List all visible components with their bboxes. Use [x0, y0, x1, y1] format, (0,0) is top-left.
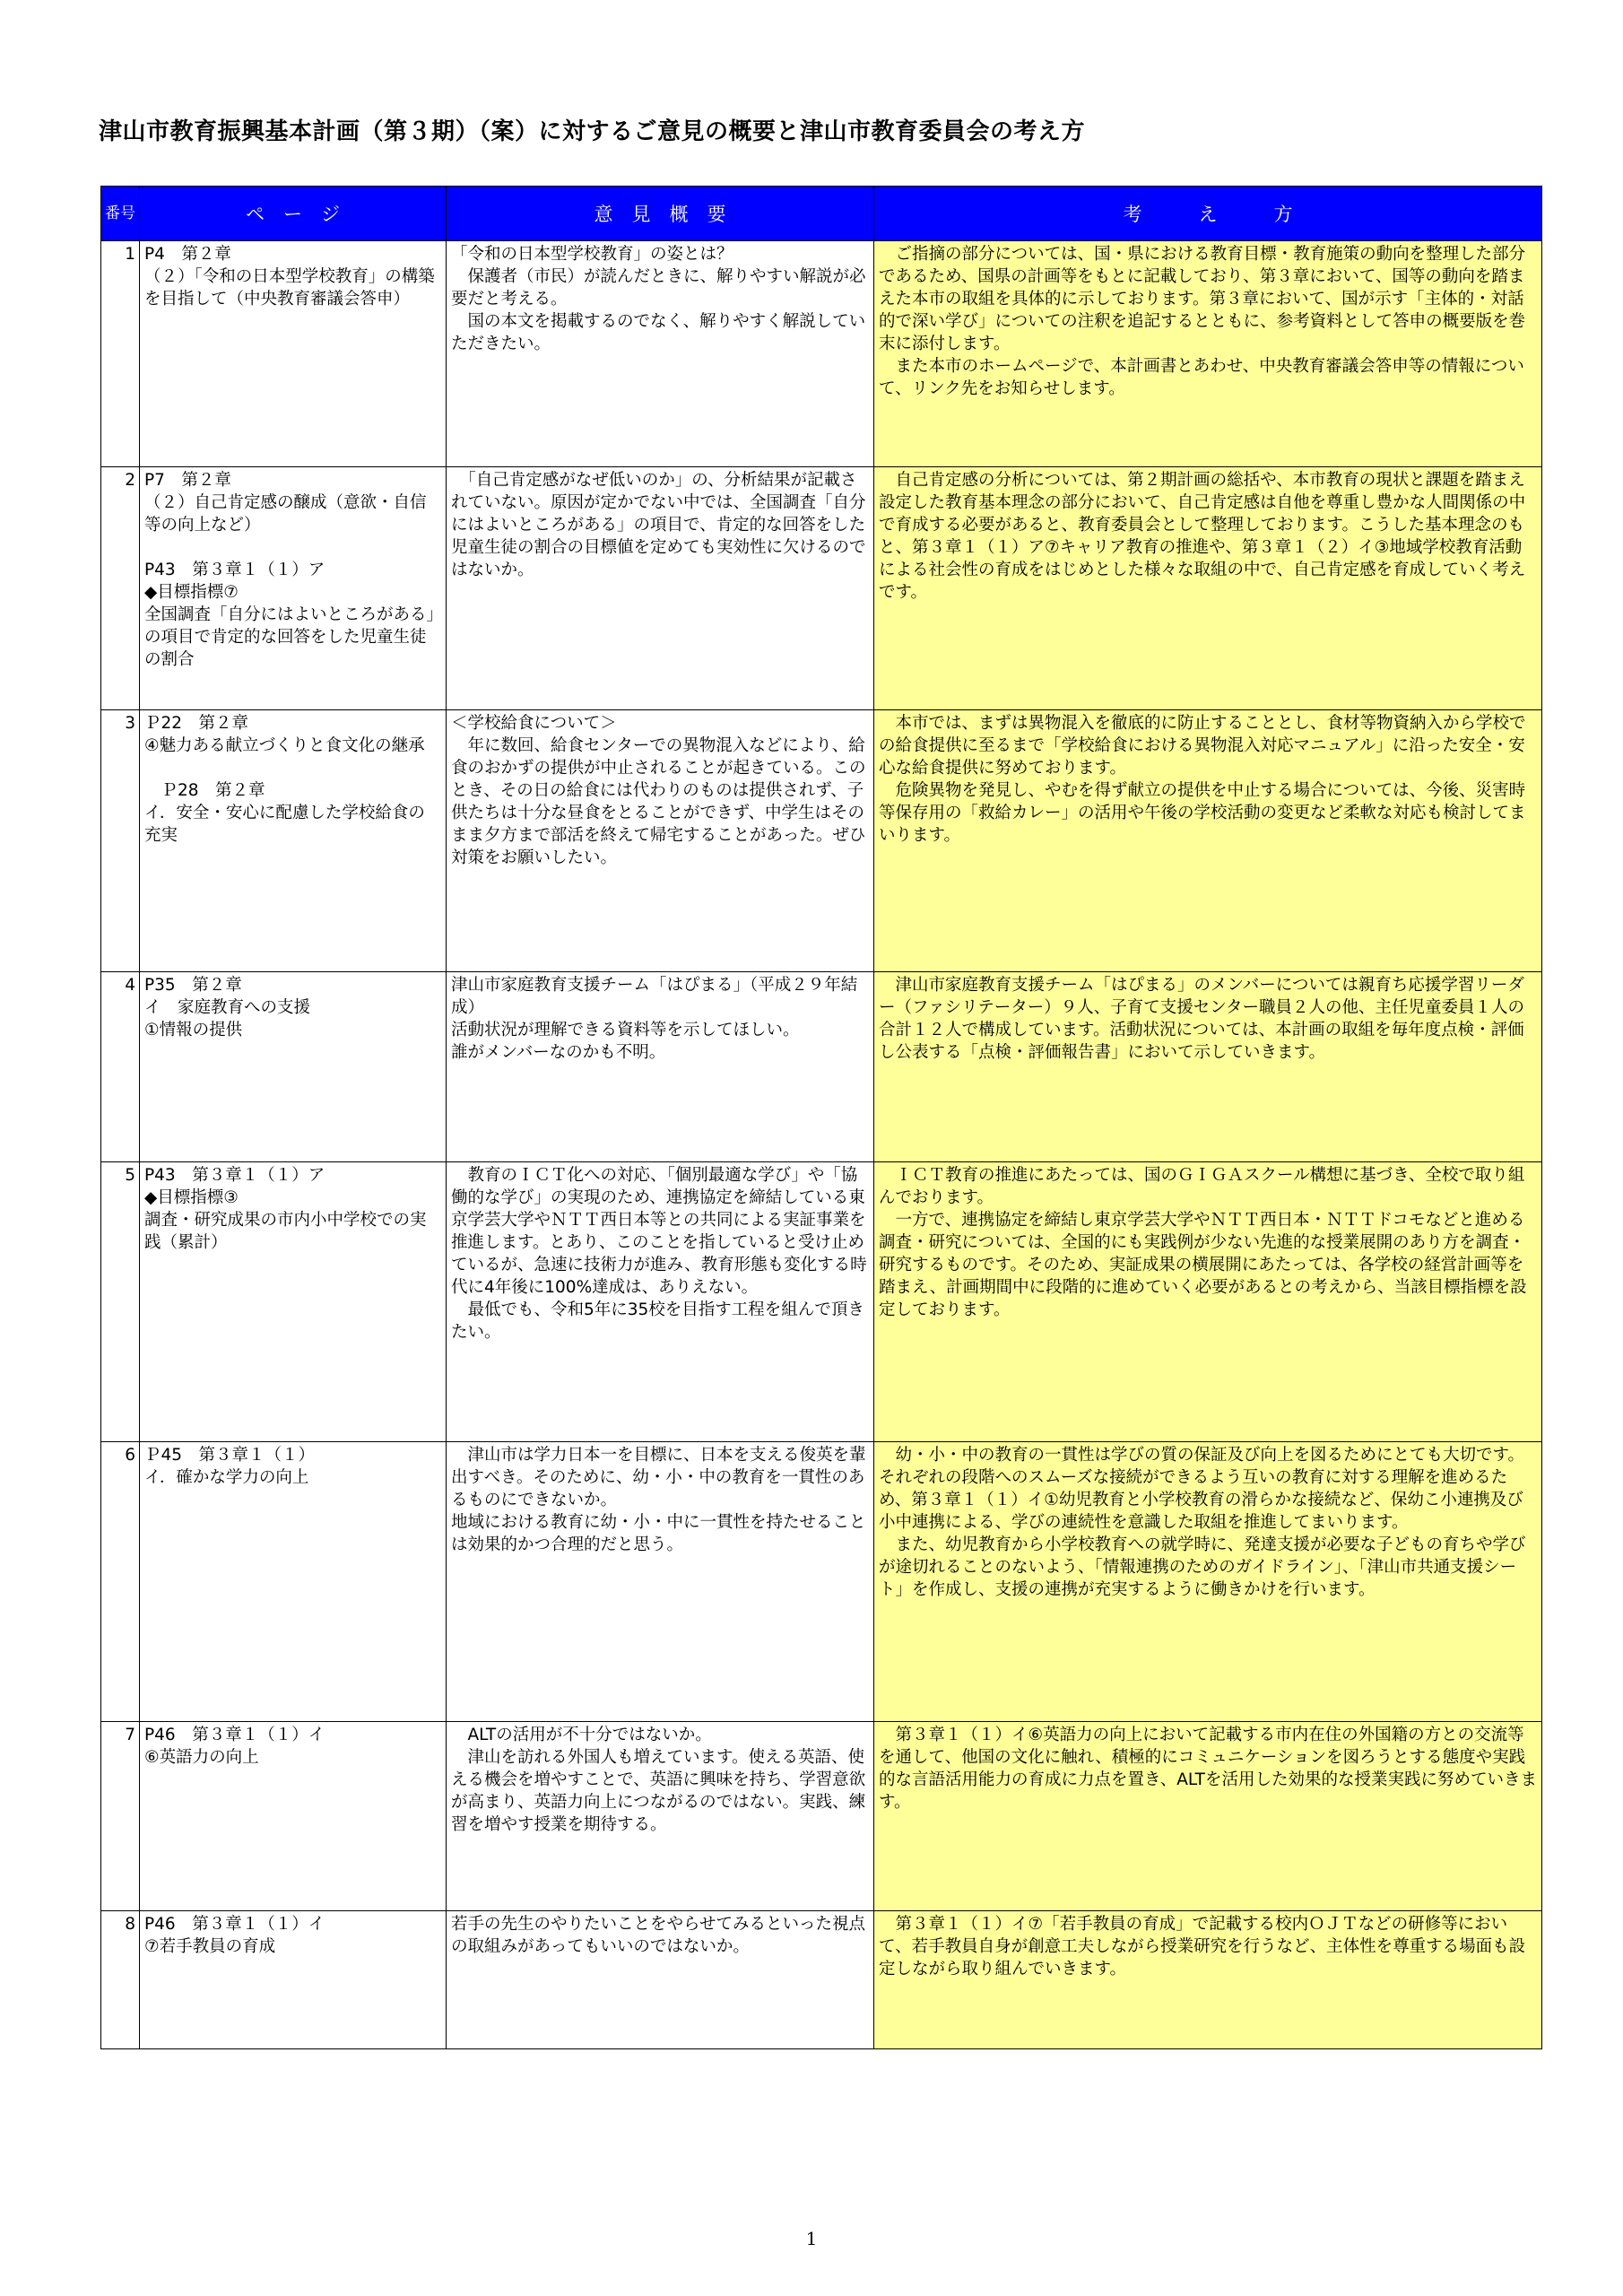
table-row: [101, 1162, 1542, 1442]
header-page-label: ペ ー ジ: [246, 204, 340, 225]
row-page: P43 第３章１（１）ア ◆目標指標③ 調査・研究成果の市内小中学校での実践（累計）: [140, 1162, 447, 1442]
row-opinion: ALTの活用が不十分ではないか。 津山を訪れる外国人も増えています。使える英語、使える機会を増やすことで、英語に興味を持ち、学習意欲が高まり、英語力向上につながるのではない。実践、練習を増やす授業を期待する。: [447, 1722, 874, 1911]
row-page: P35 第２章 イ 家庭教育への支援 ①情報の提供: [140, 972, 447, 1162]
row-opinion: 「自己肯定感がなぜ低いのか」の、分析結果が記載されていない。原因が定かでない中では、全国調査「自分にはよいところがある」の項目で、肯定的な回答をした児童生徒の割合の目標値を定めても実効性に欠けるのではないか。: [447, 467, 874, 710]
row-answer: 第３章１（１）イ⑦「若手教員の育成」で記載する校内ＯＪＴなどの研修等において、若手教員自身が創意工夫しながら授業研究を行うなど、主体性を尊重する場面も設定しながら取り組んでいきます。: [874, 1911, 1542, 2049]
header-opinion-label: 意 見 概 要: [594, 204, 726, 225]
row-opinion: 津山市は学力日本一を目標に、日本を支える俊英を輩出すべき。そのために、幼・小・中の教育を一貫性のあるものにできないか。 地域における教育に幼・小・中に一貫性を持たせることは効果的かつ合理的だと思う。: [447, 1442, 874, 1722]
row-page: P46 第３章１（１）イ ⑦若手教員の育成: [140, 1911, 447, 2049]
page-number: 1: [805, 2228, 818, 2249]
row-page: Ｐ45 第３章１（１） イ．確かな学力の向上: [140, 1442, 447, 1722]
document-title: 津山市教育振興基本計画（第３期）（案）に対するご意見の概要と津山市教育委員会の考え方: [99, 118, 1086, 145]
table-header-row: [101, 187, 1542, 241]
row-answer: ご指摘の部分については、国・県における教育目標・教育施策の動向を整理した部分であるため、国県の計画等をもとに記載しており、第３章において、国等の動向を踏まえた本市の取組を具体的に示しております。第３章において、国が示す「主体的・対話的で深い学び」についての注釈を追記するとともに、参考資料として答申の概要版を巻末に添付します。 また本市のホームページで、本計画書とあわせ、中央教育審議会答申等の情報について、リンク先をお知らせします。: [874, 241, 1542, 467]
row-opinion: 「令和の日本型学校教育」の姿とは？ 保護者（市民）が読んだときに、解りやすい解説が必要だと考える。 国の本文を掲載するのでなく、解りやすく解説していただきたい。: [447, 241, 874, 467]
row-number: 6: [101, 1442, 140, 1722]
row-answer: 津山市家庭教育支援チーム「はぴまる」のメンバーについては親育ち応援学習リーダー（ファシリテーター）９人、子育て支援センター職員２人の他、主任児童委員１人の合計１２人で構成しています。活動状況については、本計画の取組を毎年度点検・評価し公表する「点検・評価報告書」において示していきます。: [874, 972, 1542, 1162]
header-answer: [874, 187, 1542, 241]
table-row: [101, 972, 1542, 1162]
table-row: [101, 1911, 1542, 2049]
row-page: P46 第３章１（１）イ ⑥英語力の向上: [140, 1722, 447, 1911]
header-answer-label: 考 え 方: [1123, 204, 1293, 225]
row-number: 1: [101, 241, 140, 467]
row-answer: 幼・小・中の教育の一貫性は学びの質の保証及び向上を図るためにとても大切です。それぞれの段階へのスムーズな接続ができるよう互いの教育に対する理解を進めるため、第３章１（１）イ①幼児教育と小学校教育の滑らかな接続など、保幼こ小連携及び小中連携による、学びの連続性を意識した取組を推進してまいります。 また、幼児教育から小学校教育への就学時に、発達支援が必要な子どもの育ちや学びが途切れることのないよう、「情報連携のためのガイドライン」、「津山市共通支援シート」を作成し、支援の連携が充実するように働きかけを行います。: [874, 1442, 1542, 1722]
header-opinion: [447, 187, 874, 241]
header-number-label: 番号: [105, 204, 135, 222]
header-page: [140, 187, 447, 241]
table-row: [101, 710, 1542, 972]
row-answer: 第３章１（１）イ⑥英語力の向上において記載する市内在住の外国籍の方との交流等を通して、他国の文化に触れ、積極的にコミュニケーションを図ろうとする態度や実践的な言語活用能力の育成に力点を置き、ALTを活用した効果的な授業実践に努めていきます。: [874, 1722, 1542, 1911]
table-row: [101, 241, 1542, 467]
row-page: P4 第２章 （２）「令和の日本型学校教育」の構築を目指して（中央教育審議会答申）: [140, 241, 447, 467]
row-number: 5: [101, 1162, 140, 1442]
row-answer: ＩＣＴ教育の推進にあたっては、国のＧＩＧＡスクール構想に基づき、全校で取り組んでおります。 一方で、連携協定を締結し東京学芸大学やＮＴＴ西日本・ＮＴＴドコモなどと進める調査・研究については、全国的にも実践例が少ない先進的な授業展開のあり方を調査・研究するものです。そのため、実証成果の横展開にあたっては、各学校の経営計画等を踏まえ、計画期間中に段階的に進めていく必要があるとの考えから、当該目標指標を設定しております。: [874, 1162, 1542, 1442]
row-number: 2: [101, 467, 140, 710]
table-row: [101, 1442, 1542, 1722]
row-number: 4: [101, 972, 140, 1162]
row-number: 3: [101, 710, 140, 972]
row-opinion: 教育のＩＣＴ化への対応、「個別最適な学び」や「協働的な学び」の実現のため、連携協定を締結している東京学芸大学やＮＴＴ西日本等との共同による実証事業を推進します。とあり、このことを指していると受け止めているが、急速に技術力が進み、教育形態も変化する時代に4年後に100%達成は、ありえない。 最低でも、令和5年に35校を目指す工程を組んで頂きたい。: [447, 1162, 874, 1442]
row-opinion: ＜学校給食について＞ 年に数回、給食センターでの異物混入などにより、給食のおかずの提供が中止されることが起きている。このとき、その日の給食には代わりのものは提供されず、子供たちは十分な昼食をとることができず、中学生はそのまま夕方まで部活を終えて帰宅することがあった。ぜひ対策をお願いしたい。: [447, 710, 874, 972]
header-number: [101, 187, 140, 241]
row-answer: 本市では、まずは異物混入を徹底的に防止することとし、食材等物資納入から学校での給食提供に至るまで「学校給食における異物混入対応マニュアル」に沿った安全・安心な給食提供に努めております。 危険異物を発見し、やむを得ず献立の提供を中止する場合については、今後、災害時等保存用の「救給カレー」の活用や午後の学校活動の変更など柔軟な対応も検討してまいります。: [874, 710, 1542, 972]
row-page: P7 第２章 （２）自己肯定感の醸成（意欲・自信等の向上など） P43 第３章１（１）ア ◆目標指標⑦ 全国調査「自分にはよいところがある」の項目で肯定的な回答をした児童生徒の割合: [140, 467, 447, 710]
row-number: 7: [101, 1722, 140, 1911]
row-answer: 自己肯定感の分析については、第２期計画の総括や、本市教育の現状と課題を踏まえ設定した教育基本理念の部分において、自己肯定感は自他を尊重し豊かな人間関係の中で育成する必要があると、教育委員会として整理しております。こうした基本理念のもと、第３章１（１）ア⑦キャリア教育の推進や、第３章１（２）イ③地域学校教育活動による社会性の育成をはじめとした様々な取組の中で、自己肯定感を育成していく考えです。: [874, 467, 1542, 710]
table-row: [101, 467, 1542, 710]
row-opinion: 津山市家庭教育支援チーム「はぴまる」（平成２９年結成） 活動状況が理解できる資料等を示してほしい。 誰がメンバーなのかも不明。: [447, 972, 874, 1162]
opinion-table: [100, 186, 1542, 2049]
row-number: 8: [101, 1911, 140, 2049]
row-page: Ｐ22 第２章 ④魅力ある献立づくりと食文化の継承 Ｐ28 第２章 イ．安全・安心に配慮した学校給食の充実: [140, 710, 447, 972]
table-row: [101, 1722, 1542, 1911]
row-opinion: 若手の先生のやりたいことをやらせてみるといった視点の取組みがあってもいいのではないか。: [447, 1911, 874, 2049]
